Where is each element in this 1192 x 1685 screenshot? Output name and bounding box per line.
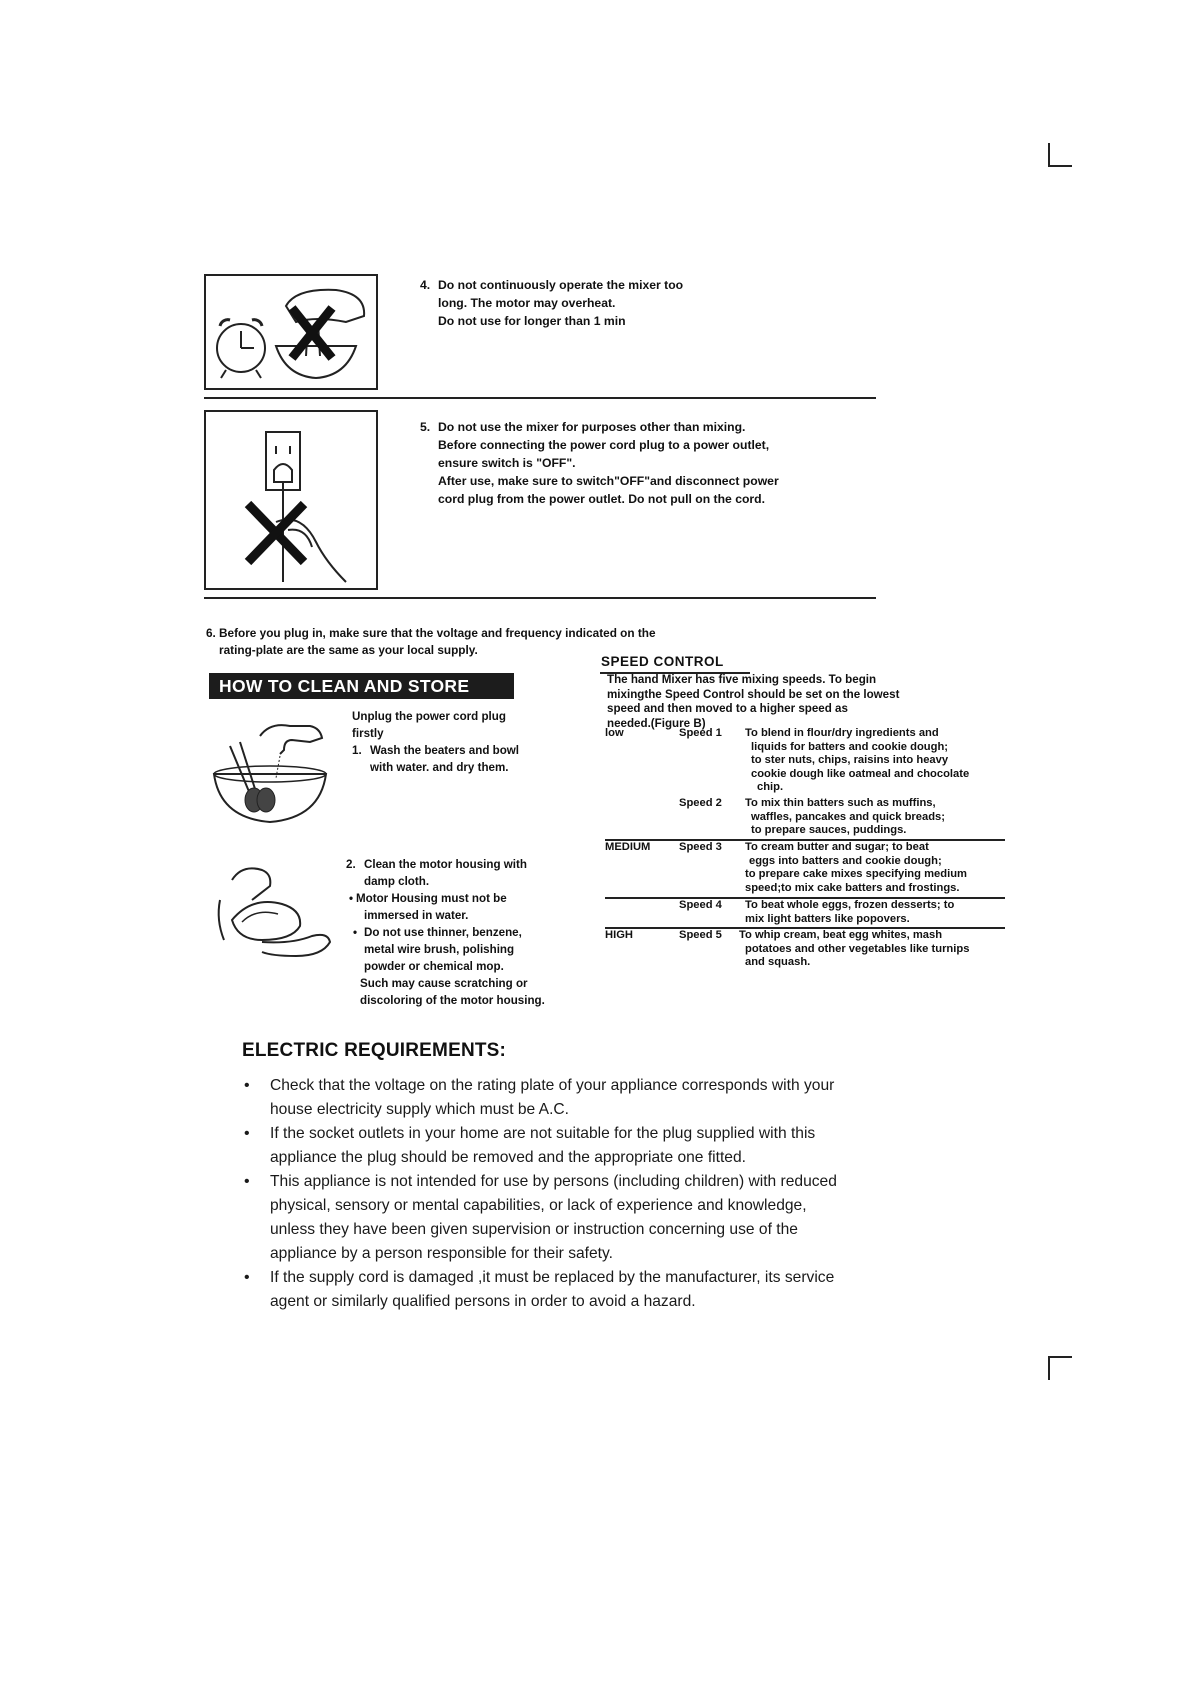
speed-control-title: SPEED CONTROL [601, 654, 724, 669]
list-item: • If the supply cord is damaged ,it must be replaced by the manufacturer, its service agent or similarly qualified persons in order to avoid a hazard. [244, 1269, 835, 1310]
speed-control-intro: The hand Mixer has five mixing speeds. To begin mixingthe Speed Control should be set on the lowest speed and then moved to a higher speed as needed.(Figure B) [607, 673, 900, 730]
divider [204, 397, 876, 399]
hand-wipe-icon [212, 860, 332, 970]
list-item: • If the socket outlets in your home are not suitable for the plug supplied with this appliance the plug should be removed and the appropriate one fitted. [244, 1125, 816, 1166]
plug-crossed-icon [206, 412, 376, 588]
electric-requirements-list [242, 1074, 962, 1314]
divider [204, 597, 876, 599]
electric-requirements-heading: ELECTRIC REQUIREMENTS: [242, 1040, 507, 1061]
warning-4: 4. Do not continuously operate the mixer too long. The motor may overheat. Do not use for longer than 1 min [420, 278, 684, 328]
unplug-illustration [204, 410, 378, 590]
wash-illustration [210, 716, 330, 826]
clean-step-intro: Unplug the power cord plug firstly 1. Wash the beaters and bowl with water. and dry them. [352, 710, 520, 774]
list-item: • Check that the voltage on the rating plate of your appliance corresponds with your house electricity supply which must be A.C. [244, 1077, 835, 1118]
overheat-illustration [204, 274, 378, 390]
clean-store-heading: HOW TO CLEAN AND STORE [209, 673, 514, 699]
crop-mark-bottom [1048, 1356, 1072, 1380]
clean-step-2: 2. Clean the motor housing with damp cloth. • Motor Housing must not be immersed in water. • Do not use thinner, benzene, metal wire brush, polishing powder or chemical mop. Such may cause scratching or discoloring of the motor housing. [346, 858, 545, 1007]
list-item: • This appliance is not intended for use by persons (including children) with reduced physical, sensory or mental capabilities, or lack of experience and knowledge, unless they have been given supervision or instruction concerning use of the appliance by a person responsible for their safety. [244, 1173, 837, 1262]
warning-5: 5. Do not use the mixer for purposes other than mixing. Before connecting the power cord plug to a power outlet, ensure switch is "OFF". After use, make sure to switch"OFF"and disconnect power cord plug from the power outlet. Do not pull on the cord. [420, 420, 779, 506]
warning-6: 6. Before you plug in, make sure that the voltage and frequency indicated on the rating-plate are the same as your local supply. [206, 626, 656, 657]
crop-mark-top [1048, 143, 1072, 167]
faucet-bowl-icon [210, 716, 330, 826]
clock-mixer-crossed-icon [206, 276, 376, 388]
wipe-illustration [212, 860, 332, 970]
